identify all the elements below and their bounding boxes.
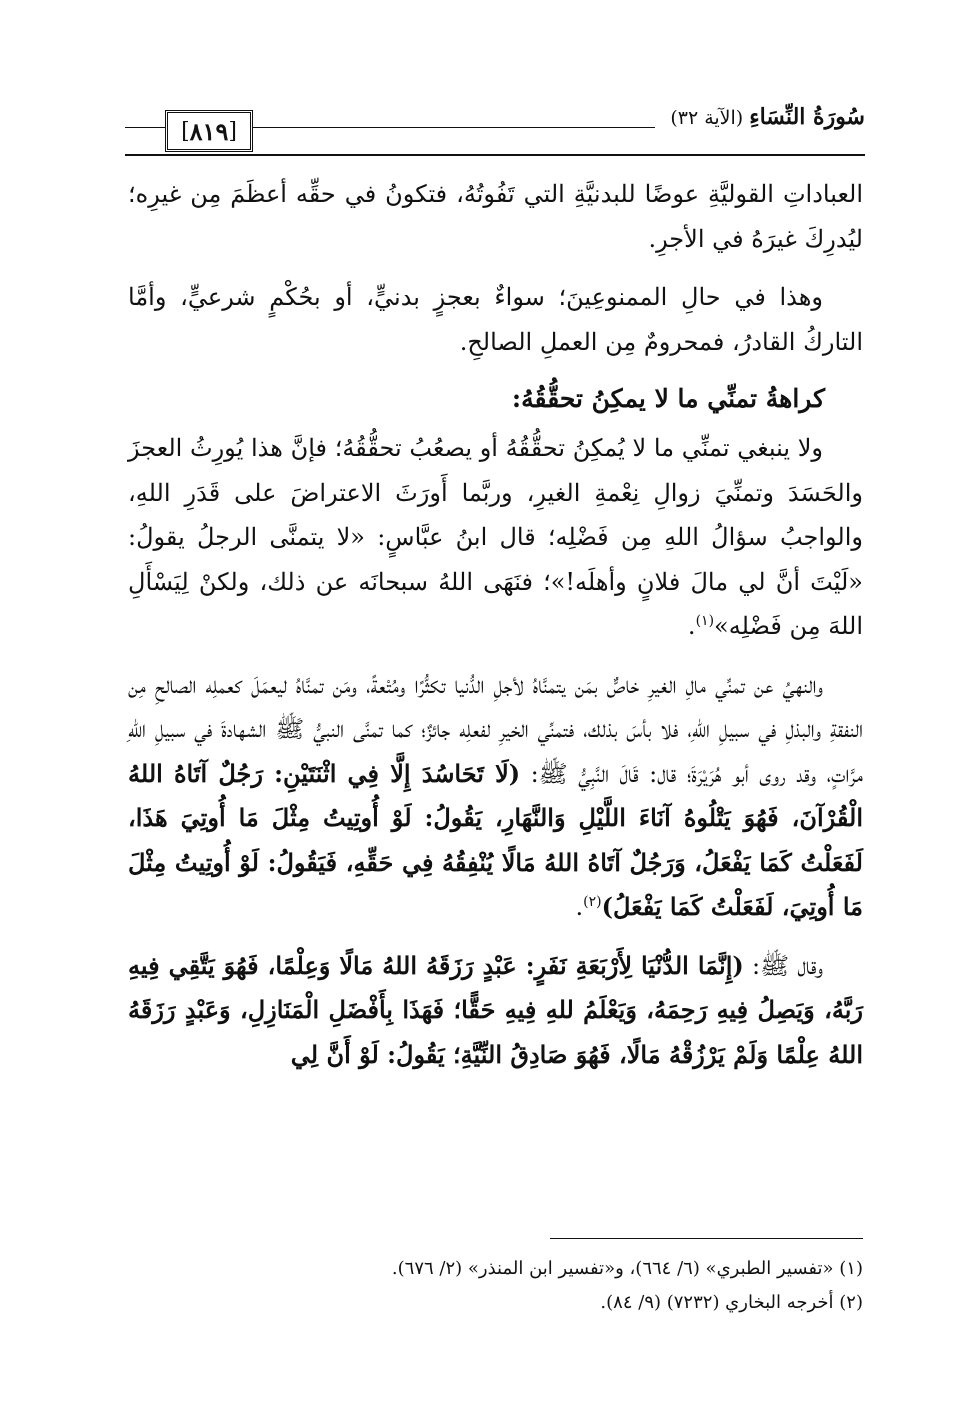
paragraph-4-text: والنهيُ عن تمنِّي مالِ الغيرِ خاصٌّ بمَن يتمنَّاهُ لأجلِ الدُّنيا تكثُّرًا ومُتْعةً، ومَن تمنَّاهُ ليعمَلَ كعملِه الصالحِ مِن النفقةِ والبذلِ في سبيلِ اللهِ، فلا بأسَ بذلك، فتمنِّي الخيرِ لفعلِه جائزٌ؛ كما تمنَّى النبيُّ ﷺ الشهادةَ في سبيلِ اللهِ مرَّاتٍ، وقد روى أبو هُرَيْرَةَ؛ قال: قَالَ النَّبِيُّ ﷺ: xyxy=(128,670,863,788)
footnote-1: (١) «تفسير الطبري» (٦/ ٦٦٤)، و«تفسير ابن المنذر» (٢/ ٦٧٦). xyxy=(391,1258,863,1279)
paragraph-1: العباداتِ القوليَّةِ عوضًا للبدنيَّةِ التي تَفُوتُهُ، فتكونُ في حقِّه أعظَمَ مِن غيرِه؛ ليُدرِكَ غيرَهُ في الأجرِ. xyxy=(128,180,864,253)
footnote-ref-2[interactable]: (٢) xyxy=(583,894,602,910)
section-heading: كراهةُ تمنِّي ما لا يمكِنُ تحقُّقُهُ: xyxy=(511,384,825,413)
paragraph-2: وهذا في حالِ الممنوعِينَ؛ سواءٌ بعجزٍ بدنيٍّ، أو بحُكْمٍ شرعيٍّ، وأمَّا التاركُ القادرُ، فمحرومٌ مِن العملِ الصالحِ. xyxy=(128,283,863,356)
page-number: [ ٨١٩ ] xyxy=(165,110,253,152)
hadith-1: (لَا تَحَاسُدَ إِلَّا فِي اثْنَتَيْنِ: رَجُلٌ آتَاهُ اللهُ الْقُرْآنَ، فَهُوَ يَتْلُوهُ آنَاءَ اللَّيْلِ وَالنَّهَارِ، يَقُولُ: لَوْ أُوتِيتُ مِثْلَ مَا أُوتِيَ هَذَا، لَفَعَلْتُ كَمَا يَفْعَلُ، وَرَجُلٌ آتَاهُ اللهُ مَالًا يُنْفِقُهُ فِي حَقِّهِ، فَيَقُولُ: لَوْ أُوتِيتُ مِثْلَ مَا أُوتِيَ، لَفَعَلْتُ كَمَا يَفْعَلُ) xyxy=(128,758,863,921)
header-divider xyxy=(125,154,865,156)
header-rule-middle xyxy=(253,127,655,128)
page-number-value: ٨١٩ xyxy=(189,116,229,146)
paragraph-5 xyxy=(128,944,863,1078)
page-body xyxy=(128,172,863,1091)
paragraph-4: والنهيُ عن تمنِّي مالِ الغيرِ خاصٌّ بمَن يتمنَّاهُ لأجلِ الدُّنيا تكثُّرًا ومُتْعةً، ومَن تمنَّاهُ ليعمَلَ كعملِه الصالحِ مِن النفقةِ والبذلِ في سبيلِ اللهِ، فلا بأسَ بذلك، فتمنِّي الخيرِ لفعلِه جائزٌ؛ كما تمنَّى النبيُّ ﷺ الشهادةَ في سبيلِ اللهِ مرَّاتٍ، وقد روى أبو هُرَيْرَةَ؛ قال: قَالَ النَّبِيُّ ﷺ: (لَا تَحَاسُدَ إِلَّا فِي اثْنَتَيْنِ: رَجُلٌ آتَاهُ اللهُ الْقُرْآنَ، فَهُوَ يَتْلُوهُ آنَاءَ اللَّيْلِ وَالنَّهَارِ، يَقُولُ: لَوْ أُوتِيتُ مِثْلَ مَا أُوتِيَ هَذَا، لَفَعَلْتُ كَمَا يَفْعَلُ، وَرَجُلٌ آتَاهُ اللهُ مَالًا يُنْفِقُهُ فِي حَقِّهِ، فَيَقُولُ: لَوْ أُوتِيتُ مِثْلَ مَا أُوتِيَ، لَفَعَلْتُ كَمَا يَفْعَلُ)$^{(٢)}$. xyxy=(128,670,863,921)
footnote-ref-1[interactable]: (١) xyxy=(695,613,715,629)
page-header xyxy=(125,98,865,158)
paragraph-3-text: ولا ينبغي تمنِّي ما لا يُمكِنُ تحقُّقُهُ أو يصعُبُ تحقُّقُهُ؛ فإنَّ هذا يُورِثُ العجزَ والحَسَدَ وتمنِّيَ زوالِ نِعْمةِ الغيرِ، وربَّما أَورَثَ الاعتراضَ على قَدَرِ اللهِ، والواجبُ سؤالُ اللهِ مِن فَضْلِه؛ قال ابنُ عبَّاسٍ: «لا يتمنَّى الرجلُ يقولُ: «لَيْتَ أنَّ لي مالَ فلانٍ وأهلَه!»؛ فنَهَى اللهُ سبحانَه عن ذلك، ولكنْ لِيَسْأَلِ اللهَ مِن فَضْلِه» xyxy=(128,434,864,640)
paragraph-3: ولا ينبغي تمنِّي ما لا يُمكِنُ تحقُّقُهُ أو يصعُبُ تحقُّقُهُ؛ فإنَّ هذا يُورِثُ العجزَ والحَسَدَ وتمنِّيَ زوالِ نِعْمةِ الغيرِ، وربَّما أَورَثَ الاعتراضَ على قَدَرِ اللهِ، والواجبُ سؤالُ اللهِ مِن فَضْلِه؛ قال ابنُ عبَّاسٍ: «لا يتمنَّى الرجلُ يقولُ: «لَيْتَ أنَّ لي مالَ فلانٍ وأهلَه!»؛ فنَهَى اللهُ سبحانَه عن ذلك، ولكنْ لِيَسْأَلِ اللهَ مِن فَضْلِه»$^{(١)}$. xyxy=(128,434,864,640)
hadith-2: (إِنَّمَا الدُّنْيَا لِأَرْبَعَةِ نَفَرٍ: عَبْدٍ رَزَقَهُ اللهُ مَالًا وَعِلْمًا، فَهُوَ يَتَّقِي فِيهِ رَبَّهُ، وَيَصِلُ فِيهِ رَحِمَهُ، وَيَعْلَمُ للهِ فِيهِ حَقًّا؛ فَهَذَا بِأَفْضَلِ الْمَنَازِلِ، وَعَبْدٍ رَزَقَهُ اللهُ عِلْمًا وَلَمْ يَرْزُقْهُ مَالًا، فَهُوَ صَادِقُ النِّيَّةِ؛ يَقُولُ: لَوْ أَنَّ لِي xyxy=(128,950,863,1069)
footnote-2: (٢) أخرجه البخاري (٧٢٣٢) (٩/ ٨٤). xyxy=(600,1292,863,1313)
header-rule-left xyxy=(125,127,165,128)
footnote-divider xyxy=(550,1238,863,1239)
surah-name: سُورَةُ النِّسَاءِ xyxy=(749,104,865,130)
footnotes xyxy=(128,1252,863,1320)
running-title xyxy=(664,104,865,130)
verse-ref: (الآية ٣٢) xyxy=(670,107,744,129)
paragraph-5-text: وقال ﷺ: xyxy=(752,951,824,980)
